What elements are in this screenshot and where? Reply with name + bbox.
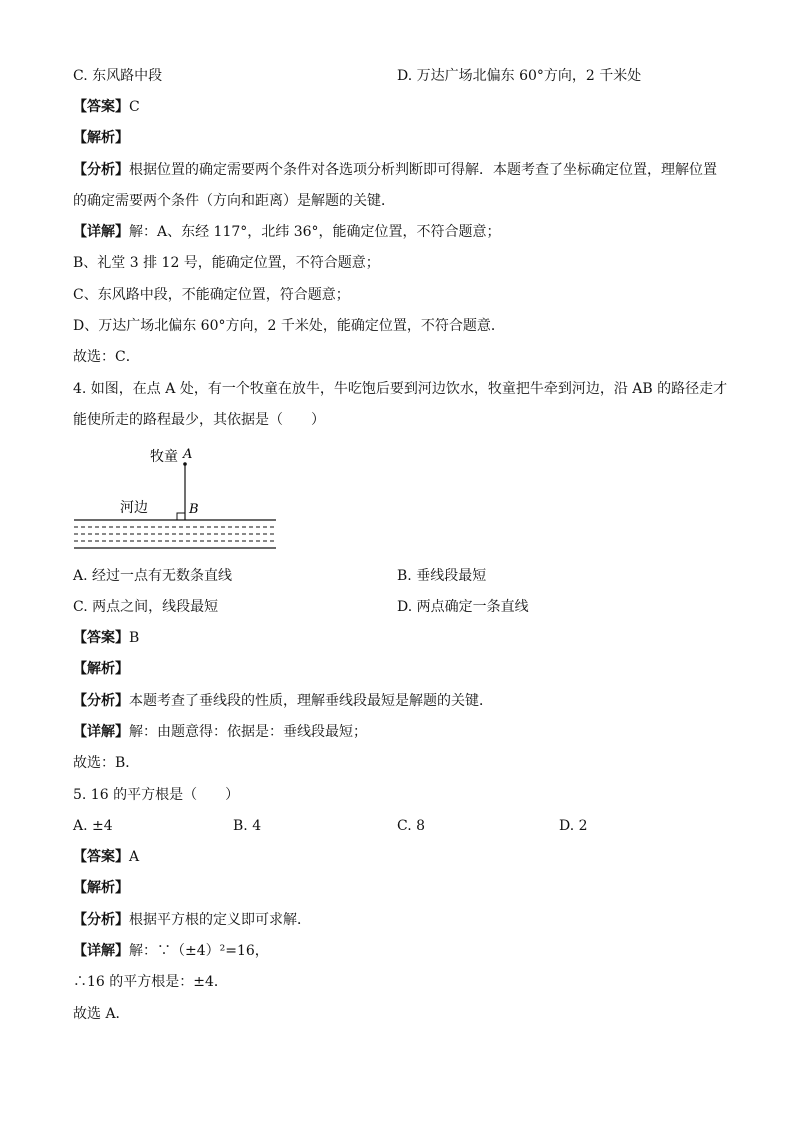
xiangjie-text: 解：∵（±4）²=16，: [129, 943, 269, 959]
answer-tag: 【答案】: [73, 849, 129, 865]
answer-value: B: [129, 630, 140, 646]
q4-option-c: C. 两点之间，线段最短: [73, 599, 219, 615]
q5-option-d: D. 2: [559, 818, 588, 834]
q4-analysis-heading: 【解析】: [73, 661, 129, 677]
q5-stem: 5. 16 的平方根是（ ）: [73, 787, 240, 803]
q3-fenxi-line-1: [73, 160, 717, 180]
fenxi-text: 根据位置的确定需要两个条件对各选项分析判断即可得解．本题考查了坐标确定位置，理解位置: [129, 162, 717, 178]
q4-stem-line-2: 能使所走的路程最少，其依据是（ ）: [73, 412, 325, 428]
label-a: A: [183, 447, 193, 462]
label-b: B: [189, 502, 199, 517]
q5-choose: 故选 A．: [73, 1006, 130, 1022]
q5-xiangjie-line-1: [73, 941, 269, 961]
q3-fenxi-line-2: 的确定需要两个条件（方向和距离）是解题的关键．: [73, 193, 395, 209]
q4-option-b: B. 垂线段最短: [397, 568, 487, 584]
fenxi-text: 根据平方根的定义即可求解．: [129, 912, 311, 928]
q4-xiangjie-line-1: [73, 722, 367, 742]
xiangjie-text: 解：由题意得：依据是：垂线段最短；: [129, 724, 367, 740]
answer-value: C: [129, 99, 140, 115]
label-river: 河边: [120, 500, 148, 516]
xiangjie-tag: 【详解】: [73, 724, 129, 740]
q5-analysis-heading: 【解析】: [73, 880, 129, 896]
q5-option-b: B. 4: [233, 818, 262, 834]
q5-fenxi-line-1: [73, 910, 311, 930]
q4-figure: [70, 440, 280, 555]
q3-option-c: C. 东风路中段: [73, 68, 163, 84]
q3-xiangjie-line-1: [73, 222, 501, 242]
q4-option-a: A. 经过一点有无数条直线: [73, 568, 233, 584]
q4-stem-line-1: 4. 如图，在点 A 处，有一个牧童在放牛，牛吃饱后要到河边饮水，牧童把牛牵到河边，沿 AB 的路径走才: [73, 381, 728, 397]
q3-line-b: B、礼堂 3 排 12 号，能确定位置，不符合题意；: [73, 255, 380, 271]
label-herd: 牧童: [150, 449, 178, 465]
q5-answer: [73, 847, 139, 867]
answer-tag: 【答案】: [73, 99, 129, 115]
q3-line-c: C、东风路中段，不能确定位置，符合题意；: [73, 287, 350, 303]
q5-therefore: ∴16 的平方根是：±4．: [73, 974, 228, 990]
fenxi-text: 本题考查了垂线段的性质，理解垂线段最短是解题的关键．: [129, 693, 493, 709]
q3-answer: [73, 97, 140, 117]
q3-line-d: D、万达广场北偏东 60°方向，2 千米处，能确定位置，不符合题意．: [73, 318, 505, 334]
right-angle-mark: [177, 513, 185, 520]
q4-answer: [73, 628, 139, 648]
q3-choose: 故选：C．: [73, 349, 140, 365]
q5-option-c: C. 8: [397, 818, 426, 834]
river-diagram: [70, 440, 280, 555]
xiangjie-tag: 【详解】: [73, 224, 129, 240]
q5-option-a: A. ±4: [73, 818, 113, 834]
answer-tag: 【答案】: [73, 630, 129, 646]
q3-analysis-heading: 【解析】: [73, 130, 129, 146]
fenxi-tag: 【分析】: [73, 162, 129, 178]
answer-value: A: [129, 849, 140, 865]
fenxi-tag: 【分析】: [73, 912, 129, 928]
fenxi-tag: 【分析】: [73, 693, 129, 709]
xiangjie-text: 解：A、东经 117°，北纬 36°，能确定位置，不符合题意；: [129, 224, 501, 240]
xiangjie-tag: 【详解】: [73, 943, 129, 959]
q3-option-d: D. 万达广场北偏东 60°方向，2 千米处: [397, 68, 642, 84]
q4-fenxi-line-1: [73, 691, 493, 711]
q4-choose: 故选：B．: [73, 755, 140, 771]
q4-option-d: D. 两点确定一条直线: [397, 599, 529, 615]
